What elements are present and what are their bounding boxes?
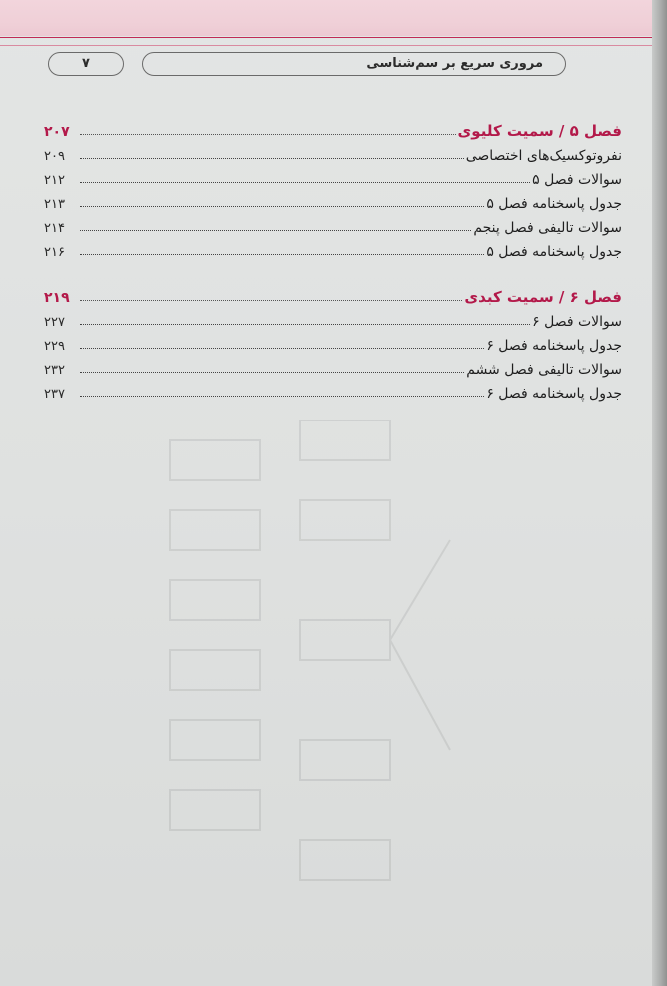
leader-dots [80, 133, 456, 135]
leader-dots [80, 181, 530, 183]
entry-page: ۲۲۹ [44, 339, 65, 354]
page-number: ۷ [48, 52, 124, 76]
faint-bleedthrough-diagram [160, 420, 460, 900]
toc-entry[interactable] [44, 356, 622, 378]
entry-title: جدول پاسخنامه فصل ۵ [486, 244, 622, 260]
toc-entry[interactable] [44, 166, 622, 188]
toc-chapter-6[interactable] [44, 284, 622, 306]
entry-title: سوالات فصل ۶ [532, 314, 622, 330]
leader-dots [80, 395, 484, 397]
toc-entry[interactable] [44, 142, 622, 164]
entry-title: نفروتوکسیک‌های اختصاصی [465, 148, 622, 164]
toc-entry[interactable] [44, 308, 622, 330]
entry-page: ۲۱۴ [44, 221, 65, 236]
toc-entry[interactable] [44, 380, 622, 402]
entry-title: سوالات تالیفی فصل پنجم [473, 220, 622, 236]
toc-entry[interactable] [44, 190, 622, 212]
toc-chapter-5[interactable] [44, 118, 622, 140]
header-rule-secondary [0, 45, 652, 46]
chapter-title: فصل ۶ / سمیت کبدی [464, 288, 622, 306]
header-band [0, 0, 652, 36]
toc-entry[interactable] [44, 238, 622, 260]
chapter-page: ۲۱۹ [44, 290, 70, 306]
running-title: مروری سریع بر سم‌شناسی [142, 52, 566, 76]
toc-entry[interactable] [44, 332, 622, 354]
entry-title: سوالات فصل ۵ [532, 172, 622, 188]
leader-dots [80, 299, 462, 301]
leader-dots [80, 347, 484, 349]
leader-dots [80, 371, 464, 373]
entry-title: جدول پاسخنامه فصل ۶ [486, 338, 622, 354]
entry-page: ۲۱۶ [44, 245, 65, 260]
chapter-page: ۲۰۷ [44, 124, 70, 140]
leader-dots [80, 229, 471, 231]
entry-page: ۲۳۲ [44, 363, 65, 378]
entry-page: ۲۱۲ [44, 173, 65, 188]
leader-dots [80, 157, 464, 159]
entry-title: جدول پاسخنامه فصل ۵ [486, 196, 622, 212]
entry-page: ۲۰۹ [44, 149, 65, 164]
leader-dots [80, 323, 530, 325]
toc-entry[interactable] [44, 214, 622, 236]
leader-dots [80, 205, 484, 207]
entry-page: ۲۳۷ [44, 387, 65, 402]
leader-dots [80, 253, 484, 255]
entry-page: ۲۱۳ [44, 197, 65, 212]
chapter-title: فصل ۵ / سمیت کلیوی [457, 122, 622, 140]
entry-page: ۲۲۷ [44, 315, 65, 330]
entry-title: جدول پاسخنامه فصل ۶ [486, 386, 622, 402]
page-edge-shadow [652, 0, 667, 986]
entry-title: سوالات تالیفی فصل ششم [466, 362, 622, 378]
header-rule [0, 37, 652, 38]
